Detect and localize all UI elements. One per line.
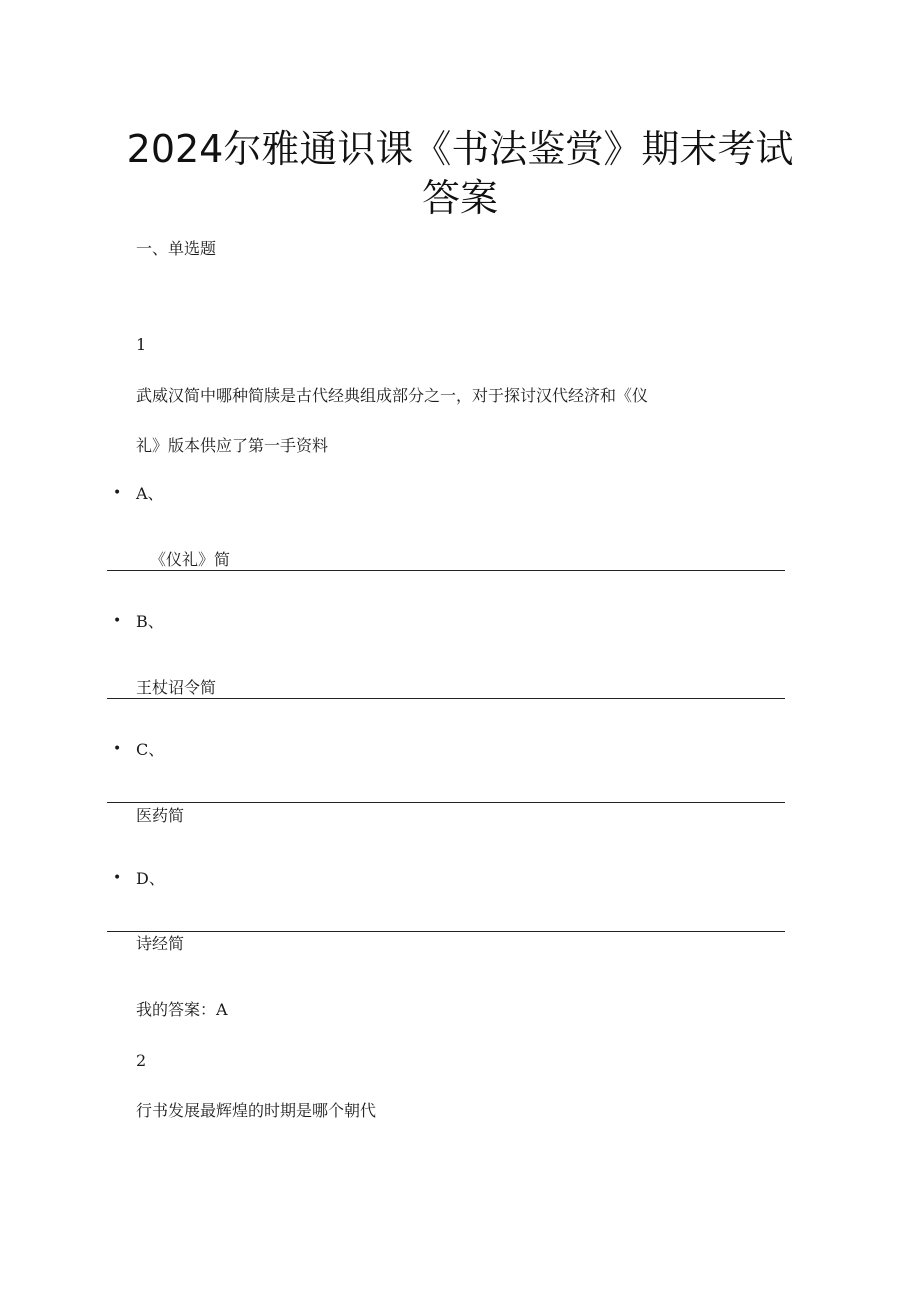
option-letter: D、 (136, 869, 165, 888)
my-answer: 我的答案：A (136, 1000, 228, 1019)
option-divider (107, 570, 785, 571)
bullet-icon: • (113, 485, 122, 501)
page-title-line-1: 2024尔雅通识课《书法鉴赏》期末考试 (126, 127, 794, 171)
question-text-line-2: 礼》版本供应了第一手资料 (136, 436, 329, 455)
option-text: 王杖诏令简 (136, 678, 217, 697)
question-text-line-1: 行书发展最辉煌的时期是哪个朝代 (136, 1101, 377, 1120)
section-heading: 一、单选题 (136, 239, 217, 258)
option-letter: B、 (136, 612, 164, 631)
page-title-line-2: 答案 (421, 176, 498, 220)
bullet-icon: • (113, 613, 122, 629)
option-divider (107, 931, 785, 932)
question-number: 2 (136, 1051, 147, 1070)
option-divider (107, 802, 785, 803)
bullet-icon: • (113, 741, 122, 757)
option-text: 诗经简 (136, 934, 185, 953)
option-text: 《仪礼》简 (150, 550, 231, 569)
option-text: 医药简 (136, 806, 185, 825)
option-letter: C、 (136, 740, 165, 759)
option-letter: A、 (136, 484, 164, 503)
bullet-icon: • (113, 870, 122, 886)
option-divider (107, 698, 785, 699)
question-text-line-1: 武威汉简中哪种简牍是古代经典组成部分之一，对于探讨汉代经济和《仪 (136, 386, 649, 405)
question-number: 1 (136, 335, 147, 354)
